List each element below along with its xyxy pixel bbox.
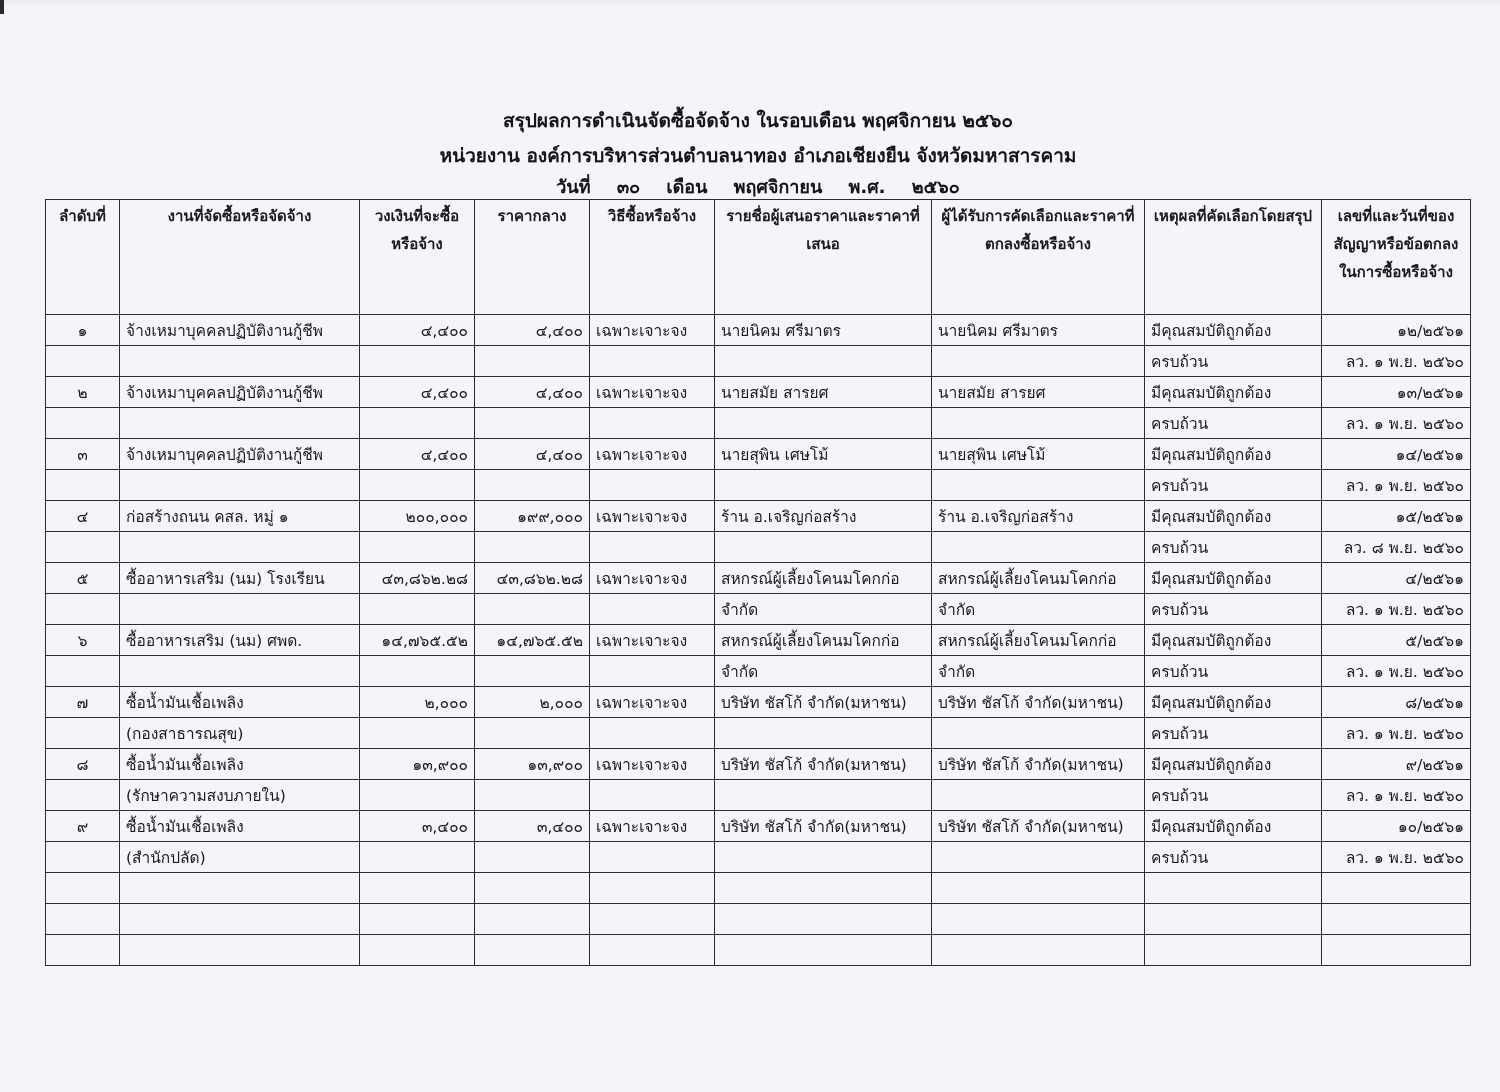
cell-median-price: ๑๙๙,๐๐๐	[475, 501, 590, 532]
cell-reason: ครบถ้วน	[1145, 408, 1322, 439]
cell-budget	[360, 780, 475, 811]
cell-reason: มีคุณสมบัติถูกต้อง	[1145, 563, 1322, 594]
cell-contract-date: ลว. ๑ พ.ย. ๒๕๖๐	[1322, 780, 1471, 811]
col-header-winner: ผู้ได้รับการคัดเลือกและราคาที่ตกลงซื้อหรือจ้าง	[932, 200, 1145, 315]
cell-contract-date: ลว. ๑ พ.ย. ๒๕๖๐	[1322, 470, 1471, 501]
cell-method	[590, 470, 715, 501]
scan-edge	[0, 0, 1500, 6]
cell-empty	[932, 904, 1145, 935]
cell-winner	[932, 842, 1145, 873]
cell-bidder	[715, 842, 932, 873]
cell-winner	[932, 408, 1145, 439]
cell-empty	[715, 904, 932, 935]
cell-empty	[1322, 935, 1471, 966]
cell-budget	[360, 532, 475, 563]
cell-reason: มีคุณสมบัติถูกต้อง	[1145, 439, 1322, 470]
cell-reason: ครบถ้วน	[1145, 470, 1322, 501]
table-row	[46, 687, 1471, 718]
cell-empty	[475, 935, 590, 966]
col-header-bidders: รายชื่อผู้เสนอราคาและราคาที่เสนอ	[715, 200, 932, 315]
cell-task: ก่อสร้างถนน คสล. หมู่ ๑	[120, 501, 360, 532]
cell-winner	[932, 532, 1145, 563]
cell-budget: ๔,๔๐๐	[360, 439, 475, 470]
cell-method	[590, 842, 715, 873]
cell-median-price: ๓,๔๐๐	[475, 811, 590, 842]
cell-budget	[360, 470, 475, 501]
cell-contract-no: ๑๓/๒๕๖๑	[1322, 377, 1471, 408]
table-row	[46, 780, 1471, 811]
cell-bidder: สหกรณ์ผู้เลี้ยงโคนมโคกก่อ	[715, 563, 932, 594]
procurement-summary-table	[45, 199, 1471, 966]
cell-median-price	[475, 656, 590, 687]
col-header-contract: เลขที่และวันที่ของสัญญาหรือข้อตกลงในการซื้อหรือจ้าง	[1322, 200, 1471, 315]
cell-reason: ครบถ้วน	[1145, 532, 1322, 563]
cell-task: ซื้ออาหารเสริม (นม) โรงเรียน	[120, 563, 360, 594]
cell-method: เฉพาะเจาะจง	[590, 749, 715, 780]
table-row	[46, 346, 1471, 377]
cell-median-price	[475, 842, 590, 873]
cell-method	[590, 594, 715, 625]
cell-method: เฉพาะเจาะจง	[590, 625, 715, 656]
cell-method: เฉพาะเจาะจง	[590, 687, 715, 718]
table-header-row	[46, 200, 1471, 315]
cell-empty	[590, 904, 715, 935]
col-header-no: ลำดับที่	[46, 200, 120, 315]
cell-task: (สำนักปลัด)	[120, 842, 360, 873]
cell-budget	[360, 346, 475, 377]
cell-method: เฉพาะเจาะจง	[590, 563, 715, 594]
scan-mark	[0, 0, 4, 14]
cell-contract-no: ๑๕/๒๕๖๑	[1322, 501, 1471, 532]
cell-task: จ้างเหมาบุคคลปฏิบัติงานกู้ชีพ	[120, 315, 360, 346]
cell-empty	[360, 873, 475, 904]
cell-empty	[360, 935, 475, 966]
cell-method	[590, 532, 715, 563]
cell-no	[46, 656, 120, 687]
table-row	[46, 842, 1471, 873]
cell-empty	[1145, 904, 1322, 935]
cell-bidder	[715, 346, 932, 377]
cell-no	[46, 842, 120, 873]
cell-budget: ๔๓,๘๖๒.๒๘	[360, 563, 475, 594]
cell-winner: บริษัท ชัสโก้ จำกัด(มหาชน)	[932, 687, 1145, 718]
cell-budget	[360, 718, 475, 749]
cell-no: ๑	[46, 315, 120, 346]
cell-reason: ครบถ้วน	[1145, 594, 1322, 625]
table-row	[46, 470, 1471, 501]
cell-bidder	[715, 718, 932, 749]
cell-method	[590, 718, 715, 749]
cell-no	[46, 594, 120, 625]
cell-bidder: จำกัด	[715, 656, 932, 687]
cell-task	[120, 470, 360, 501]
cell-bidder: บริษัท ชัสโก้ จำกัด(มหาชน)	[715, 749, 932, 780]
table-row	[46, 377, 1471, 408]
col-header-median-price: ราคากลาง	[475, 200, 590, 315]
cell-median-price: ๔,๔๐๐	[475, 377, 590, 408]
cell-no: ๓	[46, 439, 120, 470]
cell-no: ๒	[46, 377, 120, 408]
cell-task	[120, 594, 360, 625]
cell-task: (กองสาธารณสุข)	[120, 718, 360, 749]
cell-empty	[46, 904, 120, 935]
document-title: สรุปผลการดำเนินจัดซื้อจัดจ้าง ในรอบเดือน พฤศจิกายน ๒๕๖๐	[503, 110, 1013, 132]
cell-no	[46, 780, 120, 811]
cell-budget	[360, 594, 475, 625]
date-year: ๒๕๖๐	[911, 177, 960, 198]
cell-task: ซื้ออาหารเสริม (นม) ศพด.	[120, 625, 360, 656]
cell-task: ซื้อน้ำมันเชื้อเพลิง	[120, 687, 360, 718]
cell-empty	[932, 873, 1145, 904]
cell-winner: นายสุพิน เศษโม้	[932, 439, 1145, 470]
cell-empty	[360, 904, 475, 935]
cell-no: ๘	[46, 749, 120, 780]
cell-method: เฉพาะเจาะจง	[590, 501, 715, 532]
cell-empty	[120, 935, 360, 966]
cell-budget: ๑๓,๙๐๐	[360, 749, 475, 780]
cell-budget: ๒,๐๐๐	[360, 687, 475, 718]
cell-empty	[715, 873, 932, 904]
cell-empty	[120, 904, 360, 935]
cell-contract-no: ๑๐/๒๕๖๑	[1322, 811, 1471, 842]
cell-reason: ครบถ้วน	[1145, 718, 1322, 749]
cell-contract-no: ๔/๒๕๖๑	[1322, 563, 1471, 594]
cell-empty	[475, 873, 590, 904]
cell-median-price: ๔,๔๐๐	[475, 439, 590, 470]
cell-bidder: นายสุพิน เศษโม้	[715, 439, 932, 470]
cell-bidder: จำกัด	[715, 594, 932, 625]
cell-winner: ร้าน อ.เจริญก่อสร้าง	[932, 501, 1145, 532]
cell-winner: สหกรณ์ผู้เลี้ยงโคนมโคกก่อ	[932, 625, 1145, 656]
date-month-label: เดือน	[666, 177, 708, 198]
cell-budget: ๑๔,๗๖๕.๕๒	[360, 625, 475, 656]
cell-budget: ๓,๔๐๐	[360, 811, 475, 842]
cell-method	[590, 780, 715, 811]
cell-winner: สหกรณ์ผู้เลี้ยงโคนมโคกก่อ	[932, 563, 1145, 594]
cell-reason: ครบถ้วน	[1145, 842, 1322, 873]
cell-winner: จำกัด	[932, 656, 1145, 687]
cell-no: ๔	[46, 501, 120, 532]
cell-reason: ครบถ้วน	[1145, 656, 1322, 687]
cell-median-price	[475, 780, 590, 811]
cell-empty	[1322, 904, 1471, 935]
cell-median-price: ๒,๐๐๐	[475, 687, 590, 718]
cell-no: ๖	[46, 625, 120, 656]
cell-task: ซื้อน้ำมันเชื้อเพลิง	[120, 749, 360, 780]
cell-no: ๕	[46, 563, 120, 594]
cell-empty	[715, 935, 932, 966]
cell-winner: นายนิคม ศรีมาตร	[932, 315, 1145, 346]
cell-reason: มีคุณสมบัติถูกต้อง	[1145, 501, 1322, 532]
date-day: ๓๐	[616, 177, 641, 198]
cell-budget	[360, 408, 475, 439]
table-row	[46, 811, 1471, 842]
cell-bidder: ร้าน อ.เจริญก่อสร้าง	[715, 501, 932, 532]
cell-bidder	[715, 532, 932, 563]
table-body	[46, 315, 1471, 966]
cell-bidder	[715, 408, 932, 439]
cell-winner: จำกัด	[932, 594, 1145, 625]
cell-contract-no: ๕/๒๕๖๑	[1322, 625, 1471, 656]
cell-winner: บริษัท ชัสโก้ จำกัด(มหาชน)	[932, 749, 1145, 780]
table-row	[46, 563, 1471, 594]
cell-median-price	[475, 408, 590, 439]
cell-median-price: ๑๓,๙๐๐	[475, 749, 590, 780]
cell-method: เฉพาะเจาะจง	[590, 811, 715, 842]
cell-winner: บริษัท ชัสโก้ จำกัด(มหาชน)	[932, 811, 1145, 842]
cell-contract-date: ลว. ๑ พ.ย. ๒๕๖๐	[1322, 408, 1471, 439]
cell-contract-date: ลว. ๑ พ.ย. ๒๕๖๐	[1322, 346, 1471, 377]
cell-task	[120, 656, 360, 687]
cell-task	[120, 346, 360, 377]
cell-reason: ครบถ้วน	[1145, 346, 1322, 377]
cell-budget: ๔,๔๐๐	[360, 377, 475, 408]
cell-empty	[1322, 873, 1471, 904]
cell-empty	[590, 873, 715, 904]
cell-no: ๙	[46, 811, 120, 842]
cell-contract-no: ๘/๒๕๖๑	[1322, 687, 1471, 718]
cell-task: (รักษาความสงบภายใน)	[120, 780, 360, 811]
cell-winner: นายสมัย สารยศ	[932, 377, 1145, 408]
cell-median-price	[475, 532, 590, 563]
cell-reason: มีคุณสมบัติถูกต้อง	[1145, 749, 1322, 780]
cell-bidder: บริษัท ชัสโก้ จำกัด(มหาชน)	[715, 687, 932, 718]
cell-task	[120, 408, 360, 439]
cell-contract-date: ลว. ๑ พ.ย. ๒๕๖๐	[1322, 656, 1471, 687]
cell-reason: มีคุณสมบัติถูกต้อง	[1145, 377, 1322, 408]
cell-contract-no: ๙/๒๕๖๑	[1322, 749, 1471, 780]
cell-reason: มีคุณสมบัติถูกต้อง	[1145, 687, 1322, 718]
cell-method: เฉพาะเจาะจง	[590, 315, 715, 346]
table-row	[46, 439, 1471, 470]
cell-no	[46, 470, 120, 501]
cell-median-price	[475, 470, 590, 501]
date-month: พฤศจิกายน	[733, 177, 823, 198]
cell-no	[46, 408, 120, 439]
cell-reason: ครบถ้วน	[1145, 780, 1322, 811]
cell-contract-date: ลว. ๑ พ.ย. ๒๕๖๐	[1322, 594, 1471, 625]
cell-budget	[360, 842, 475, 873]
table-row	[46, 594, 1471, 625]
cell-empty	[1145, 873, 1322, 904]
table-row	[46, 408, 1471, 439]
cell-median-price: ๑๔,๗๖๕.๕๒	[475, 625, 590, 656]
cell-bidder: นายสมัย สารยศ	[715, 377, 932, 408]
cell-reason: มีคุณสมบัติถูกต้อง	[1145, 625, 1322, 656]
cell-bidder	[715, 780, 932, 811]
table-row-blank	[46, 873, 1471, 904]
cell-winner	[932, 470, 1145, 501]
col-header-reason: เหตุผลที่คัดเลือกโดยสรุป	[1145, 200, 1322, 315]
cell-median-price	[475, 594, 590, 625]
cell-median-price	[475, 718, 590, 749]
cell-budget: ๒๐๐,๐๐๐	[360, 501, 475, 532]
cell-no	[46, 718, 120, 749]
table-row	[46, 625, 1471, 656]
cell-no	[46, 346, 120, 377]
cell-contract-date: ลว. ๑ พ.ย. ๒๕๖๐	[1322, 842, 1471, 873]
cell-empty	[590, 935, 715, 966]
cell-bidder	[715, 470, 932, 501]
cell-method: เฉพาะเจาะจง	[590, 377, 715, 408]
table-row	[46, 749, 1471, 780]
cell-median-price: ๔๓,๘๖๒.๒๘	[475, 563, 590, 594]
date-year-label: พ.ศ.	[848, 177, 886, 198]
cell-winner	[932, 346, 1145, 377]
cell-task: จ้างเหมาบุคคลปฏิบัติงานกู้ชีพ	[120, 377, 360, 408]
cell-reason: มีคุณสมบัติถูกต้อง	[1145, 315, 1322, 346]
table-row-blank	[46, 904, 1471, 935]
cell-method	[590, 408, 715, 439]
cell-budget: ๔,๔๐๐	[360, 315, 475, 346]
cell-budget	[360, 656, 475, 687]
cell-task	[120, 532, 360, 563]
cell-empty	[1145, 935, 1322, 966]
cell-method	[590, 346, 715, 377]
cell-contract-no: ๑๔/๒๕๖๑	[1322, 439, 1471, 470]
cell-task: จ้างเหมาบุคคลปฏิบัติงานกู้ชีพ	[120, 439, 360, 470]
table-row-blank	[46, 935, 1471, 966]
cell-contract-no: ๑๒/๒๕๖๑	[1322, 315, 1471, 346]
cell-empty	[46, 873, 120, 904]
cell-empty	[932, 935, 1145, 966]
cell-bidder: สหกรณ์ผู้เลี้ยงโคนมโคกก่อ	[715, 625, 932, 656]
cell-contract-date: ลว. ๘ พ.ย. ๒๕๖๐	[1322, 532, 1471, 563]
cell-bidder: นายนิคม ศรีมาตร	[715, 315, 932, 346]
date-line	[8, 172, 1500, 201]
cell-reason: มีคุณสมบัติถูกต้อง	[1145, 811, 1322, 842]
cell-winner	[932, 780, 1145, 811]
agency-line: หน่วยงาน องค์การบริหารส่วนตำบลนาทอง อำเภอเชียงยืน จังหวัดมหาสารคาม	[439, 145, 1077, 167]
table-row	[46, 501, 1471, 532]
cell-method: เฉพาะเจาะจง	[590, 439, 715, 470]
cell-bidder: บริษัท ชัสโก้ จำกัด(มหาชน)	[715, 811, 932, 842]
cell-method	[590, 656, 715, 687]
cell-empty	[46, 935, 120, 966]
cell-empty	[120, 873, 360, 904]
cell-empty	[475, 904, 590, 935]
table-row	[46, 532, 1471, 563]
cell-median-price: ๔,๔๐๐	[475, 315, 590, 346]
cell-task: ซื้อน้ำมันเชื้อเพลิง	[120, 811, 360, 842]
cell-winner	[932, 718, 1145, 749]
table-row	[46, 315, 1471, 346]
date-day-label: วันที่	[556, 177, 591, 198]
cell-no	[46, 532, 120, 563]
table-row	[46, 656, 1471, 687]
cell-contract-date: ลว. ๑ พ.ย. ๒๕๖๐	[1322, 718, 1471, 749]
table-row	[46, 718, 1471, 749]
col-header-task: งานที่จัดซื้อหรือจัดจ้าง	[120, 200, 360, 315]
col-header-method: วิธีซื้อหรือจ้าง	[590, 200, 715, 315]
cell-no: ๗	[46, 687, 120, 718]
cell-median-price	[475, 346, 590, 377]
col-header-budget: วงเงินที่จะซื้อหรือจ้าง	[360, 200, 475, 315]
